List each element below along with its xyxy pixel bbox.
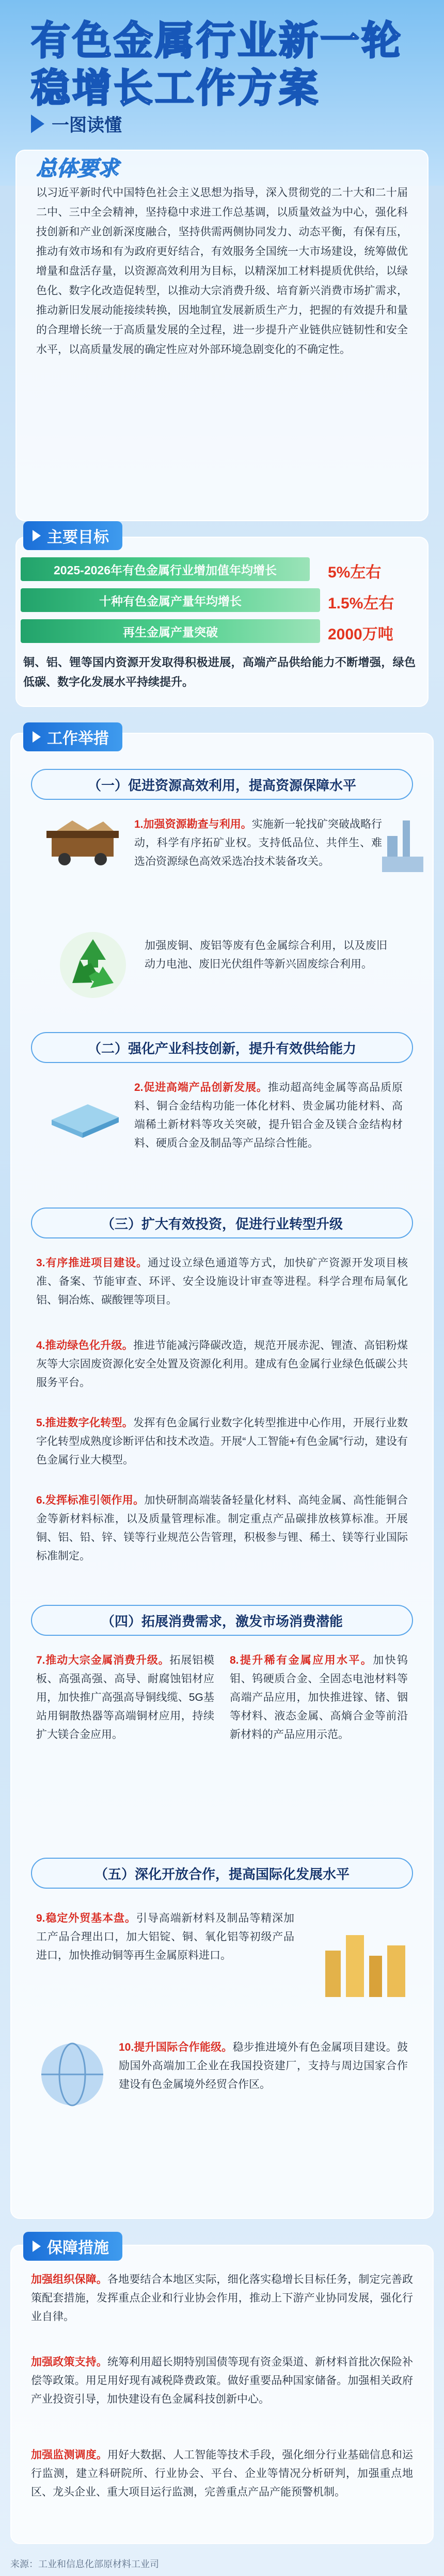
arrow-icon [31, 115, 44, 133]
measure-item-1 [134, 815, 382, 871]
measure-item-10-num: 10.提升国际合作能级。 [119, 2041, 233, 2053]
measure-item-2 [134, 1078, 403, 1153]
measure-item-8-body: 加快钨钼、钨硬质合金、全固态电池材料等高端产品应用，加快推进镓、锗、铟等材料、液态金属、高熵合金等前沿新材料的产品应用示范。 [230, 1654, 408, 1741]
safeguard-item-1-num: 加强组织保障。 [31, 2274, 108, 2285]
measure-item-7 [36, 1651, 214, 1744]
subtitle: 一图读懂 [52, 116, 122, 135]
page-title-line1: 有色金属行业新一轮 [31, 18, 403, 63]
safeguard-item-2-body: 统筹利用超长期特别国债等现有资金渠道、新材料首批次保险补偿等政策。用足用好现有减税降费政策。做好重要品种国家储备。加强相关政府产业投资引导，加快建设有色金属科技创新中心。 [31, 2356, 413, 2405]
safeguards-heading [23, 2232, 122, 2261]
measure-group-5-title: （五）深化开放合作，提高国际化发展水平 [31, 1858, 413, 1889]
measure-group-3-title: （三）扩大有效投资，促进行业转型升级 [31, 1208, 413, 1238]
measures-heading [23, 722, 122, 751]
measure-item-7-num: 7.推动大宗金属消费升级。 [36, 1654, 170, 1666]
recycle-icon [57, 929, 129, 1004]
subtitle-row [31, 111, 122, 136]
safeguards-heading-label: 保障措施 [47, 2240, 109, 2257]
safeguard-item-1-body: 各地要结合本地区实际，细化落实稳增长目标任务，制定完善政策配套措施，发挥重点企业和行业协会作用，推动上下游产业协同发展，强化行业自律。 [31, 2274, 413, 2323]
measure-item-3 [36, 1254, 408, 1310]
goal-value-3: 2000万吨 [328, 626, 393, 643]
measure-item-2-num: 2.促进高端产品创新发展。 [134, 1082, 268, 1093]
measure-item-5-body: 发挥有色金属行业数字化转型推进中心作用，开展行业数字化转型成熟度诊断评估和技术改造。开展“人工智能+有色金属”行动，建设有色金属行业大模型。 [36, 1417, 408, 1466]
safeguard-item-1 [31, 2271, 413, 2326]
goals-heading-row [23, 521, 122, 550]
safeguard-item-2 [31, 2353, 413, 2409]
triangle-icon [33, 530, 41, 541]
goal-row-1: 2025-2026年有色金属行业增加值年均增长 [21, 557, 310, 581]
goal-value-2: 1.5%左右 [328, 595, 394, 612]
measure-item-9 [36, 1909, 294, 1965]
measure-item-4 [36, 1337, 408, 1392]
measure-item-10 [119, 2038, 408, 2094]
measure-item-7-body: 拓展铝模板、高强高强、高导、耐腐蚀铝材应用，加快推广高强高导铜线缆、5G基站用铜散热器等高端铜材应用，持续扩大镁合金应用。 [36, 1654, 215, 1741]
measure-item-1-body: 实施新一轮找矿突破战略行动，科学有序拓矿业权。支持低品位、共伴生、难选冶资源绿色高效采选冶技术装备攻关。 [134, 818, 383, 867]
safeguard-item-3-num: 加强监测调度。 [31, 2449, 108, 2461]
goal-value-1: 5%左右 [328, 564, 382, 581]
overview-heading: 总体要求 [36, 157, 119, 180]
measure-item-4-num: 4.推动绿色化升级。 [36, 1340, 134, 1351]
measure-item-8 [230, 1651, 408, 1744]
goals-heading-label: 主要目标 [47, 529, 109, 546]
safeguards-heading-row [23, 2232, 122, 2261]
goals-note: 铜、铝、锂等国内资源开发取得积极进展，高端产品供给能力不断增强，绿色低碳、数字化发展水平持续提升。 [23, 656, 416, 688]
overview-text: 以习近平新时代中国特色社会主义思想为指导，深入贯彻党的二十大和二十届二中、三中全会精神，坚持稳中求进工作总基调，以质量效益为中心，强化科技创新和产业创新深度融合，坚持供需两侧协同发力、动态平衡，有保有压，推动有效市场和有为政府更好结合，有效服务全国统一大市场建设，统筹做优增量和盘活存量，以资源高效利用为目标，以精深加工材料提质优供给，以绿色化、数字化改造促转型，以推动大宗消费升级、培育新兴消费市场扩需求，推动新旧发展动能接续转换，因地制宜发展新质生产力，把握的有效提升和量的合理增长统一于高质量发展的全过程，进一步提升产业链供应链韧性和安全水平，以高质量发展的确定性应对外部环境急剧变化的不确定性。 [36, 187, 408, 356]
measures-heading-label: 工作举措 [47, 730, 109, 747]
measure-group-4-title: （四）拓展消费需求，激发市场消费潜能 [31, 1605, 413, 1636]
measure-item-9-num: 9.稳定外贸基本盘。 [36, 1912, 136, 1924]
source-footer: 来源：工业和信息化部原材料工业司 [10, 2559, 159, 2569]
triangle-icon [33, 731, 41, 743]
measure-item-1-num: 1.加强资源勘查与利用。 [134, 818, 252, 830]
measure-item-3-num: 3.有序推进项目建设。 [36, 1257, 148, 1269]
page-title-line2: 稳增长工作方案 [31, 65, 320, 111]
measure-item-6 [36, 1491, 408, 1566]
measures-heading-row [23, 722, 122, 751]
measure-item-5 [36, 1414, 408, 1470]
measure-item-1b: 加强废铜、废铝等废有色金属综合利用，以及废旧动力电池、废旧光伏组件等新兴固废综合利用。 [145, 940, 387, 970]
goals-heading [23, 521, 122, 550]
measure-item-2-body: 推动超高纯金属等高品质原料、铜合金结构功能一体化材料、贵金属功能材料、高端稀土新材料等攻关突破，提升铝合金及镁合金结构材料、硬质合金及制品等产品综合性能。 [134, 1082, 403, 1149]
measure-item-5-num: 5.推进数字化转型。 [36, 1417, 134, 1429]
measure-item-6-num: 6.发挥标准引领作用。 [36, 1494, 145, 1506]
safeguard-item-3-body: 用好大数据、人工智能等技术手段，强化细分行业基础信息和运行监测，建立科研院所、行业协会、平台、企业等情况分析研判，加强重点地区、龙头企业、重大项目运行监测，完善重点产品产能预警机制。 [31, 2449, 413, 2498]
factory-icon [382, 805, 423, 875]
city-skyline-icon [320, 1920, 413, 2000]
triangle-icon [33, 2241, 41, 2252]
goal-row-2: 十种有色金属产量年均增长 [21, 588, 320, 612]
measure-item-10-body: 稳步推进境外有色金属项目建设。鼓励国外高端加工企业在我国投资建厂，支持与周边国家合作建设有色金属境外经贸合作区。 [119, 2041, 408, 2090]
metal-plate-icon [46, 1089, 124, 1143]
measure-group-1-title: （一）促进资源高效利用，提高资源保障水平 [31, 769, 413, 800]
measure-item-4-body: 推进节能减污降碳改造，规范开展赤泥、锂渣、高铝粉煤灰等大宗固废资源化安全处置及资源化利用。建成有色金属行业绿色低碳公共服务平台。 [36, 1340, 408, 1389]
measure-item-9-body: 引导高端新材料及制品等精深加工产品合理出口，加大铝锭、铜、氧化铝等初级产品进口，加快推动铜等再生金属原料进口。 [36, 1912, 295, 1961]
measure-item-3-body: 通过设立绿色通道等方式，加快矿产资源开发项目核准、备案、节能审查、环评、安全设施设计审查等进程。科学合理布局氧化铝、铜冶炼、碳酸锂等项目。 [36, 1257, 408, 1306]
globe-icon [36, 2038, 108, 2113]
measure-item-8-num: 8.提升稀有金属应用水平。 [230, 1654, 373, 1666]
goal-row-3: 再生金属产量突破 [21, 619, 320, 643]
measure-group-2-title: （二）强化产业科技创新，提升有效供给能力 [31, 1032, 413, 1063]
safeguard-item-3 [31, 2446, 413, 2502]
measure-item-6-body: 加快研制高端装备轻量化材料、高纯金属、高性能铜合金等新材料标准，以及质量管理标准。制定重点产品碳排放核算标准。开展铜、铝、铅、锌、镁等行业规范公告管理，积极参与锂、稀土、镁等行业国际标准制定。 [36, 1494, 408, 1562]
safeguard-item-2-num: 加强政策支持。 [31, 2356, 108, 2368]
mining-cart-icon [46, 815, 124, 870]
